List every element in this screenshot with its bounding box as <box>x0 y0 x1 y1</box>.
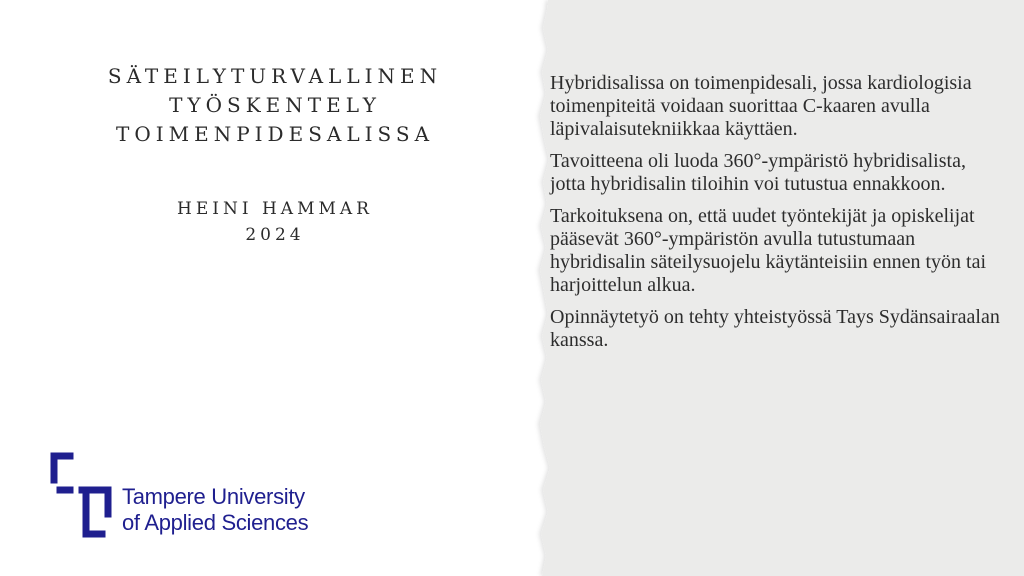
author-name: HEINI HAMMAR <box>177 199 373 219</box>
paragraph-3: Tarkoituksena on, että uudet työntekijät ja opiskelijat pääsevät 360°-ympäristön avulla tutustumaan hybridisalin säteilysuojelu käytänteisiin ennen työn tai harjoittelun alkua. <box>550 205 987 296</box>
author-year: 2024 <box>245 225 305 245</box>
slide-title <box>40 62 510 149</box>
logo-wordmark <box>122 484 308 536</box>
body-text <box>550 72 1005 361</box>
logo-line-1: Tampere University <box>122 484 305 509</box>
paragraph-1: Hybridisalissa on toimenpidesali, jossa kardiologisia toimenpiteitä voidaan suorittaa C-kaaren avulla läpivalaisutekniikkaa käyttäen. <box>550 72 972 140</box>
logo-line-2: of Applied Sciences <box>122 510 309 535</box>
paragraph-4: Opinnäytetyö on tehty yhteistyössä Tays Sydänsairaalan kanssa. <box>550 306 1000 351</box>
author-block <box>40 196 510 248</box>
title-line-1: SÄTEILYTURVALLINEN <box>107 64 443 88</box>
paragraph-2: Tavoitteena oli luoda 360°-ympäristö hybridisalista, jotta hybridisalin tiloihin voi tutustua ennakkoon. <box>550 150 966 195</box>
title-line-2: TYÖSKENTELY <box>169 93 381 117</box>
title-line-3: TOIMENPIDESALISSA <box>115 122 435 146</box>
